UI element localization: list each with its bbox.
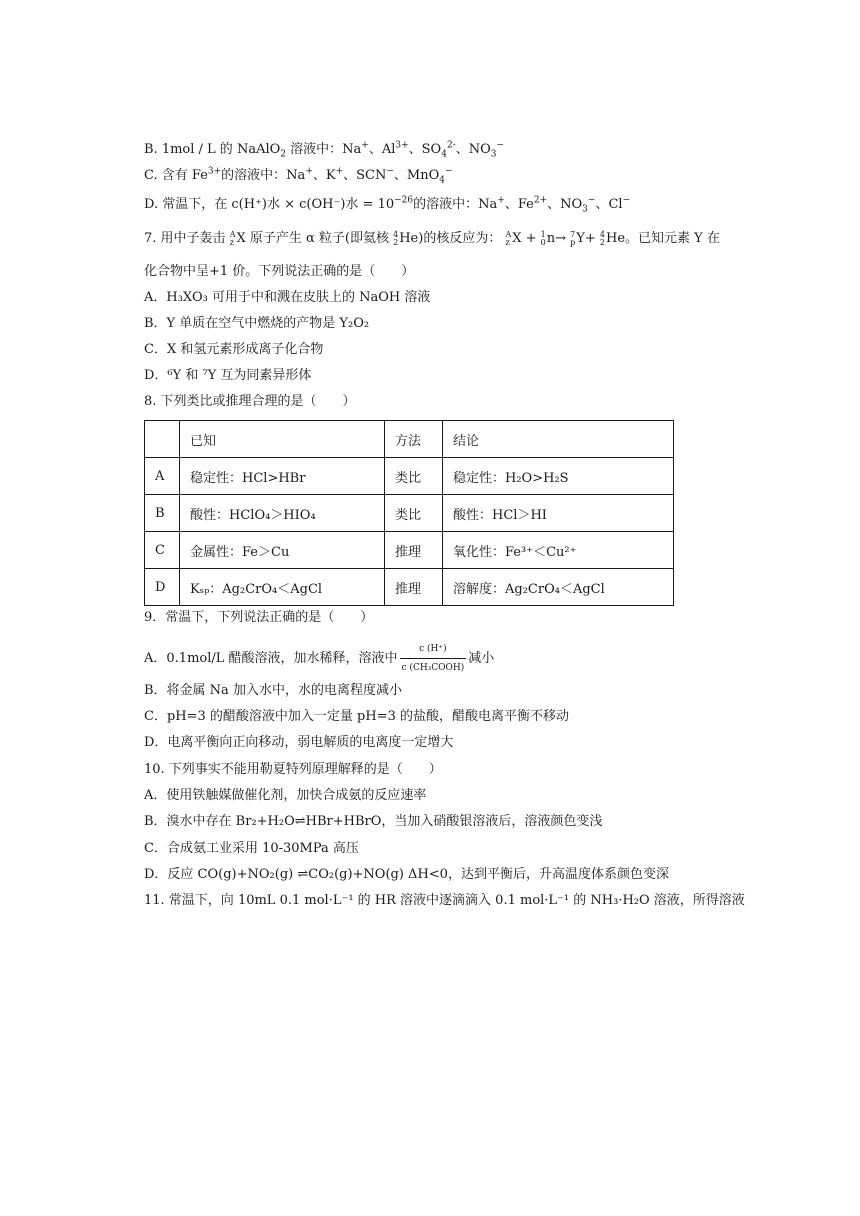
nuclide-he: 4 2 (393, 229, 399, 247)
q9-option-b: B．将金属 Na 加入水中，水的电离程度减小 (144, 683, 402, 698)
table-cell: D (145, 569, 180, 606)
table-cell: B (145, 495, 180, 532)
q6-option-c: C. 含有 $Fe^{3+}$的溶液中：Na+、K+、SCN−、MnO$_4$− (144, 166, 453, 186)
nuclide-azx-2: A z (505, 229, 512, 247)
q7-option-a: A．H₃XO₃ 可用于中和溅在皮肤上的 NaOH 溶液 (144, 290, 431, 305)
table-cell: C (145, 532, 180, 569)
q9-option-a: A．0.1mol/L 醋酸溶液，加水稀释，溶液中 $\frac{c (H^+)}{\text{c (CH₃COOH)}}$ 减小 (144, 640, 494, 677)
table-cell: 类比 (385, 495, 443, 532)
table-cell: 稳定性：HCl>HBr (180, 458, 385, 495)
table-cell: Kₛₚ：Ag₂CrO₄＜AgCl (180, 569, 385, 606)
q9-option-d: D．电离平衡向正向移动，弱电解质的电离度一定增大 (144, 735, 454, 750)
q6-option-b: B. 1mol / L 的 NaAlO$_2$ 溶液中：Na+、$Al^{3+}$、$SO_4^{2-}$、$NO_3^-$ (144, 140, 505, 160)
q10-stem: 10. 下列事实不能用勒夏特列原理解释的是（ ） (144, 762, 442, 777)
nuclide-n: 1 0 (540, 229, 546, 247)
table-cell: 推理 (385, 532, 443, 569)
table-row (145, 532, 674, 569)
q6-option-d: D. 常温下，在 c(H⁺)水 × c(OH⁻)水 = $10^{-26}$的溶液中：Na+、$Fe^{2+}$、$NO_3^-$、Cl− (144, 195, 631, 215)
q7-option-b: B．Y 单质在空气中燃烧的产物是 Y₂O₂ (144, 316, 370, 331)
table-row (145, 495, 674, 532)
table-cell: 氧化性：Fe³⁺＜Cu²⁺ (443, 532, 674, 569)
table-cell: 酸性：HClO₄＞HIO₄ (180, 495, 385, 532)
q10-option-c: C．合成氨工业采用 10-30MPa 高压 (144, 841, 359, 856)
table-cell: 类比 (385, 458, 443, 495)
table-cell: 方法 (385, 421, 443, 458)
q10-option-b: B．溴水中存在 Br₂+H₂O⇌HBr+HBrO，当加入硝酸银溶液后，溶液颜色变浅 (144, 814, 603, 829)
q7-stem-line2: 化合物中呈+1 价。下列说法正确的是（ ） (144, 264, 415, 279)
table-cell: 结论 (443, 421, 674, 458)
table-row (145, 458, 674, 495)
q8-stem: 8. 下列类比或推理合理的是（ ） (144, 394, 356, 409)
q7-option-d: D．⁶Y 和 ⁷Y 互为同素异形体 (144, 368, 312, 383)
q9-option-c: C．pH=3 的醋酸溶液中加入一定量 pH=3 的盐酸，醋酸电离平衡不移动 (144, 709, 569, 724)
table-cell: 金属性：Fe＞Cu (180, 532, 385, 569)
q11-stem: 11. 常温下，向 10mL 0.1 mol·L⁻¹ 的 HR 溶液中逐滴滴入 0.1 mol·L⁻¹ 的 NH₃·H₂O 溶液，所得溶液 (144, 893, 745, 908)
q10-option-a: A．使用铁触媒做催化剂，加快合成氨的反应速率 (144, 788, 427, 803)
nuclide-azx: A z (229, 229, 236, 247)
q9-stem: 9．常温下，下列说法正确的是（ ） (144, 610, 374, 625)
table-cell: 稳定性：H₂O>H₂S (443, 458, 674, 495)
table-cell (145, 421, 180, 458)
q8-table (144, 420, 674, 606)
q10-option-d: D．反应 CO(g)+NO₂(g) ⇌CO₂(g)+NO(g) ΔH<0，达到平衡后，升高温度体系颜色变深 (144, 867, 669, 882)
nuclide-y: 7 p (570, 229, 576, 247)
table-row (145, 569, 674, 606)
table-cell: 已知 (180, 421, 385, 458)
table-cell: 溶解度：Ag₂CrO₄＜AgCl (443, 569, 674, 606)
table-cell: 推理 (385, 569, 443, 606)
q7-option-c: C．X 和氢元素形成离子化合物 (144, 342, 324, 357)
table-header-row (145, 421, 674, 458)
q7-stem-line1: 7. 用中子轰击 A z X 原子产生 α 粒子(即氦核 4 2 He)的核反应为： A z X + 1 0 n→ 7 p Y+ 4 2 He。已知元素 Y 在 (144, 229, 720, 247)
table-cell: 酸性：HCl＞HI (443, 495, 674, 532)
table-cell: A (145, 458, 180, 495)
nuclide-he-2: 4 2 (599, 229, 606, 247)
fraction: $\frac{c (H^+)}{\text{c (CH₃COOH)}}$ (400, 640, 467, 677)
